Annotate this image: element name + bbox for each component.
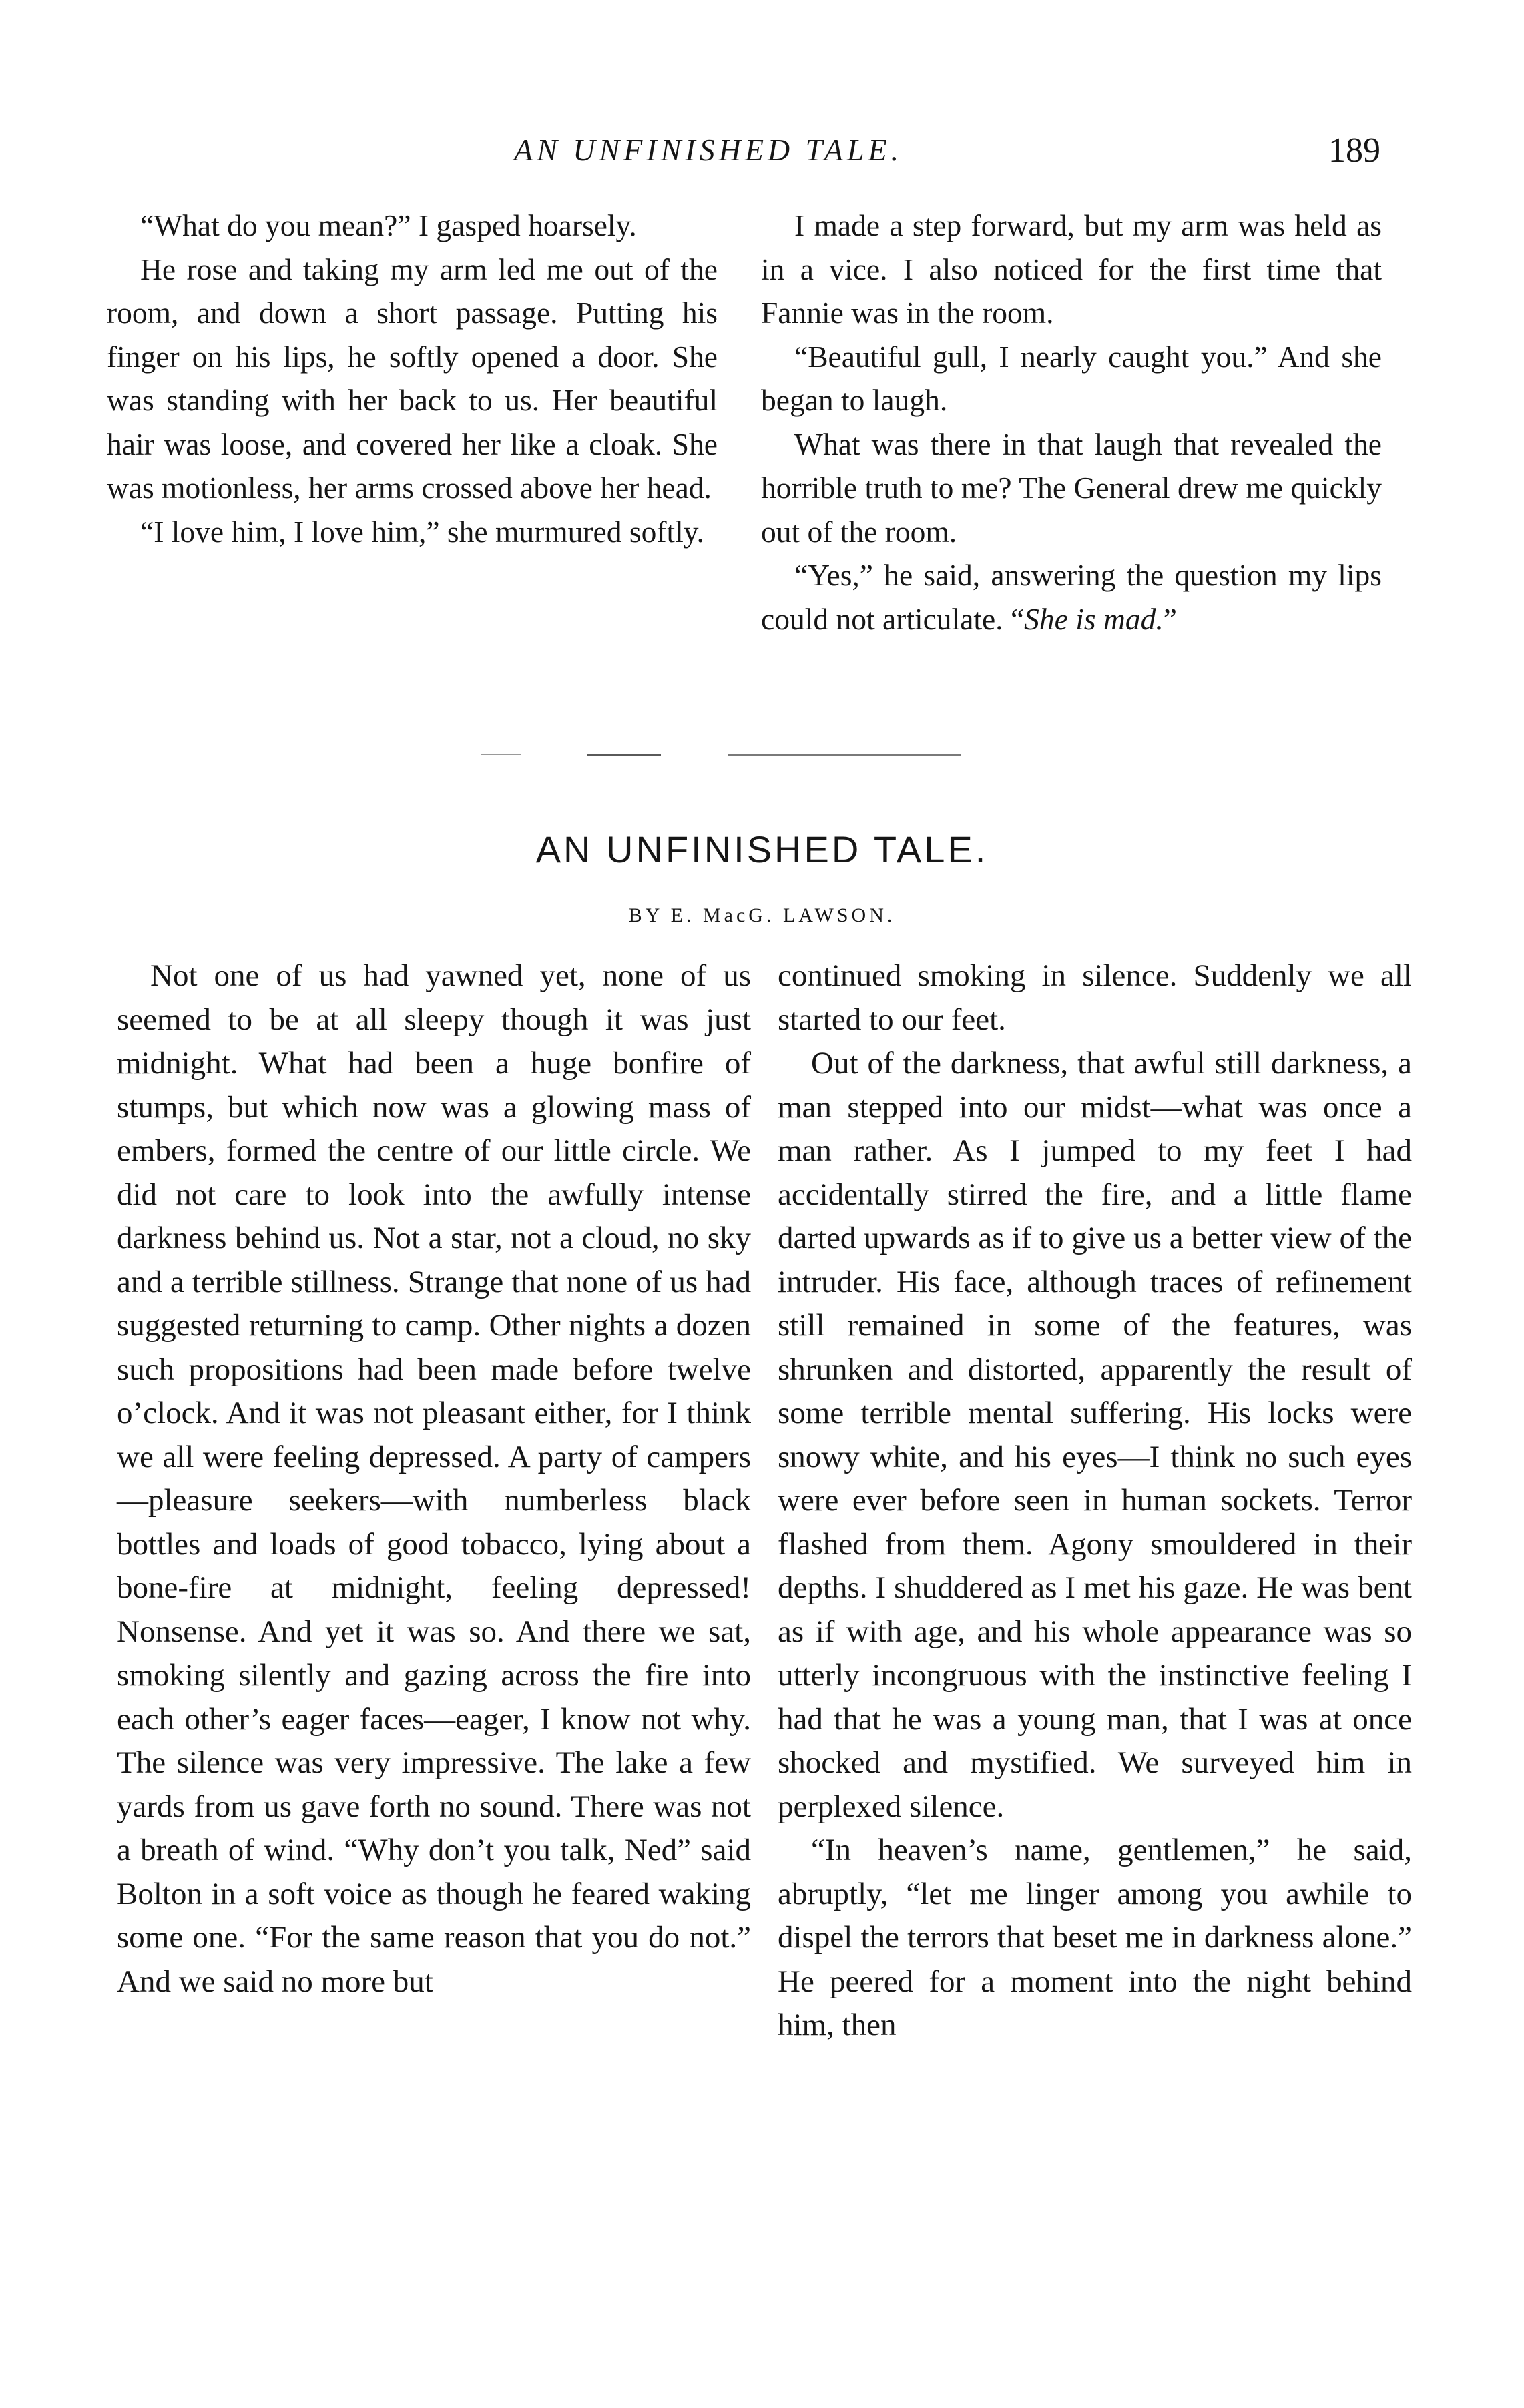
paragraph-continuation: continued smoking in silence. Suddenly we all started to our feet. — [778, 958, 1412, 1037]
top-right-column — [761, 204, 1382, 641]
paragraph: “What do you mean?” I gasped hoarsely. — [140, 208, 637, 242]
paragraph: “Beautiful gull, I nearly caught you.” And she began to laugh. — [761, 339, 1382, 417]
bottom-left-column — [117, 954, 751, 2004]
italic-phrase: She is mad. — [1024, 601, 1164, 636]
paragraph-closing — [761, 553, 1382, 641]
running-head — [0, 132, 1524, 179]
paragraph: “In heaven’s name, gentlemen,” he said, abruptly, “let me linger among you awhile to dispel the terrors that beset me in darkness alone.” He peered for a moment into the night behind him, then — [778, 1833, 1412, 2042]
page-number: 189 — [1328, 131, 1380, 170]
paragraph-text: “Yes,” he said, answering the question my lips could not articulate. “ — [761, 558, 1382, 636]
bottom-right-column — [778, 954, 1412, 2048]
top-left-column — [107, 204, 718, 553]
paragraph: Not one of us had yawned yet, none of us seemed to be at all sleepy though it was just midnight. What had been a huge bonfire of stumps, but which now was a glowing mass of embers, formed the centre of our little circle. We did not care to look into the awfully intense darkness behind us. Not a star, not a cloud, no sky and a terrible stillness. Strange that none of us had suggested returning to camp. Other nights a dozen such propositions had been made before twelve o’clock. And it was not pleasant either, for I think we all were feeling depressed. A party of campers—pleasure seekers—with numberless black bottles and loads of good tobacco, lying about a bone-fire at midnight, feeling depressed! Nonsense. And yet it was so. And there we sat, smoking silently and gazing across the fire into each other’s eager faces—eager, I know not why. The silence was very impressive. The lake a few yards from us gave forth no sound. There was not a breath of wind. “Why don’t you talk, Ned” said Bolton in a soft voice as though he feared waking some one. “For the same reason that you do not.” And we said no more but — [117, 958, 751, 1999]
paragraph: He rose and taking my arm led me out of the room, and down a short passage. Putting his finger on his lips, he softly opened a door. She was standing with her back to us. Her beautiful hair was loose, and covered her like a cloak. She was motionless, her arms crossed above her head. — [107, 252, 718, 505]
paragraph: I made a step forward, but my arm was held as in a vice. I also noticed for the first time that Fannie was in the room. — [761, 208, 1382, 330]
paragraph: Out of the darkness, that awful still darkness, a man stepped into our midst—what was once a man rather. As I jumped to my feet I had accidentally stirred the fire, and a little flame darted upwards as if to give us a better view of the intruder. His face, although traces of refinement still remained in some of the features, was shrunken and distorted, apparently the result of some terrible mental suffering. His locks were snowy white, and his eyes—I think no such eyes were ever before seen in human sockets. Terror flashed from them. Agony smouldered in their depths. I shuddered as I met his gaze. He was bent as if with age, and his whole appearance was so utterly incongruous with the instinctive feeling I had that he was a young man, that I was at once shocked and mystified. We surveyed him in perplexed silence. — [778, 1046, 1412, 1824]
running-title: AN UNFINISHED TALE. — [514, 133, 903, 167]
closing-quote: ” — [1163, 601, 1177, 636]
byline: BY E. MacG. LAWSON. — [628, 904, 896, 926]
paragraph: “I love him, I love him,” she murmured softly. — [140, 514, 704, 549]
article-title: AN UNFINISHED TALE. — [535, 828, 989, 870]
paragraph: What was there in that laugh that revealed the horrible truth to me? The General drew me quickly out of the room. — [761, 426, 1382, 549]
